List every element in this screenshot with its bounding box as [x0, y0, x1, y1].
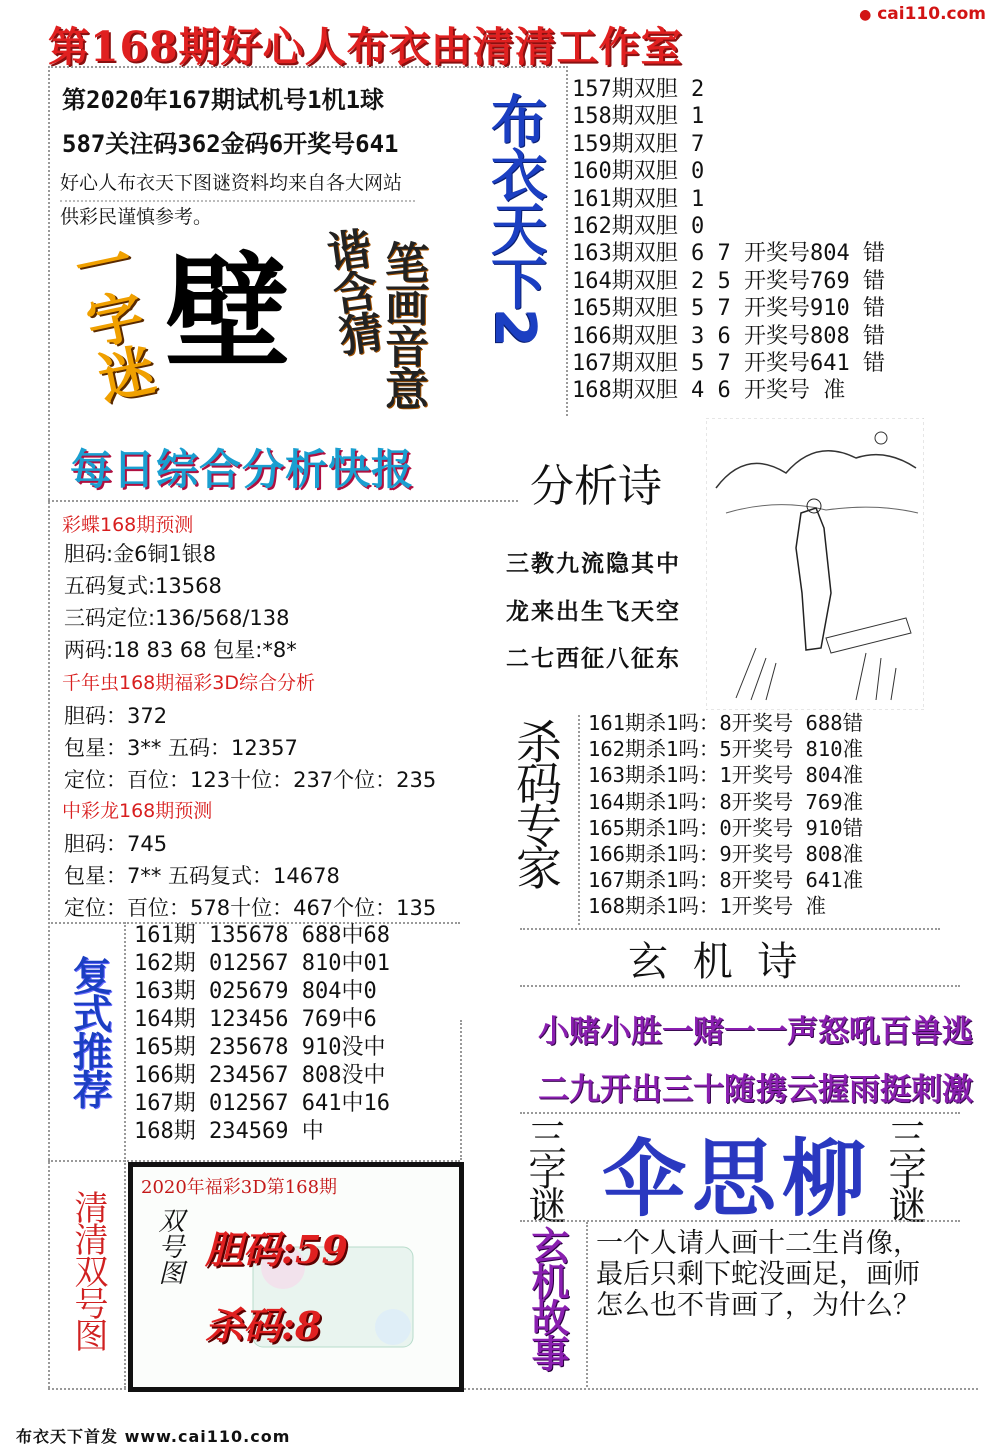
- table-row: 166期双胆 3 6 开奖号808 错: [572, 323, 886, 349]
- trial-number-line: 第2020年167期试机号1机1球: [62, 86, 385, 114]
- site-url: cai110.com: [877, 4, 986, 24]
- table-row: 163期双胆 6 7 开奖号804 错: [572, 241, 886, 267]
- qingqing-side-label: 双号图: [154, 1207, 184, 1285]
- xuanji-line-2b: 携云握雨挺刺激: [756, 1072, 973, 1108]
- riddle-main-char: 壁: [165, 240, 290, 386]
- table-row: 167期双胆 5 7 开奖号641 错: [572, 350, 886, 376]
- poet-illustration: [706, 418, 924, 710]
- table-row: 162期双胆 0: [572, 213, 705, 239]
- three-char-main: 伞思柳: [602, 1129, 873, 1228]
- table-row: 165期 235678 910没中: [134, 1035, 386, 1060]
- footer-text[interactable]: 布衣天下首发 www.cai110.com: [16, 1427, 291, 1446]
- divider: [60, 200, 415, 202]
- qingqing-box-title: 2020年福彩3D第168期: [141, 1177, 338, 1198]
- divider: [578, 715, 580, 925]
- fushi-table: [134, 922, 390, 1146]
- table-row: 160期双胆 0: [572, 159, 705, 185]
- riddle-hint-col2: 笔画音意: [377, 240, 428, 408]
- story-text: 一个人请人画十二生肖像，最后只剩下蛇没画足，画师怎么也不肯画了，为什么？: [596, 1228, 920, 1321]
- predict-s1-line: 胆码:金6铜1银8: [64, 542, 217, 566]
- xuanji-line-2a: 二九开出三十随: [538, 1072, 755, 1108]
- divider: [586, 1222, 588, 1387]
- divider: [48, 66, 568, 68]
- table-row: 158期双胆 1: [572, 104, 705, 130]
- divider: [566, 66, 568, 416]
- xuanji-line-1b: 一声怒吼百兽逃: [756, 1014, 973, 1050]
- divider: [520, 985, 960, 987]
- predict-s1-title: 彩蝶168期预测: [62, 514, 194, 536]
- kill-table: [588, 710, 863, 920]
- table-row: 162期杀1吗：5开奖号 810准: [588, 737, 864, 762]
- daily-banner: 每日综合分析快报: [70, 445, 415, 494]
- predict-s1-line: 两码:18 83 68 包星:*8*: [64, 638, 297, 662]
- xuanji-line-1a: 小赌小胜一赌一: [538, 1014, 755, 1050]
- table-row: 163期 025679 804中0: [134, 979, 377, 1004]
- double-dan-table: [572, 76, 962, 405]
- table-row: 168期双胆 4 6 开奖号 准: [572, 378, 846, 404]
- disclaimer-line-2: 供彩民谨慎参考。: [60, 206, 213, 228]
- predict-s2-title: 千年虫168期福彩3D综合分析: [62, 672, 315, 694]
- brand-vertical: 布衣天下2: [482, 92, 547, 345]
- table-row: 161期双胆 1: [572, 186, 705, 212]
- table-row: 164期杀1吗：8开奖号 769准: [588, 789, 864, 814]
- predict-s3-line: 包星：7** 五码复式：14678: [64, 864, 340, 888]
- disclaimer-line: 好心人布衣天下图谜资料均来自各大网站: [60, 172, 403, 194]
- table-row: 161期杀1吗：8开奖号 688错: [588, 711, 864, 735]
- table-row: 168期 234569 中: [134, 1119, 324, 1144]
- predict-s1-line: 三码定位:136/568/138: [64, 606, 290, 630]
- decor-circle: [375, 1309, 411, 1345]
- kill-label: 杀码专家: [509, 718, 563, 886]
- divider: [460, 1020, 462, 1160]
- xuanji-title: 玄 机 诗: [628, 939, 804, 985]
- table-row: 164期双胆 2 5 开奖号769 错: [572, 268, 886, 294]
- three-char-left-label: 三字谜: [522, 1118, 566, 1220]
- qingqing-box: [128, 1162, 464, 1392]
- riddle-hint-col1: 谐含猜: [316, 224, 385, 357]
- table-row: 165期双胆 5 7 开奖号910 错: [572, 296, 886, 322]
- predict-s2-line: 定位：百位：123十位：237个位：235: [64, 768, 437, 792]
- site-badge[interactable]: [859, 4, 986, 24]
- story-label: 玄机故事: [525, 1226, 569, 1370]
- table-row: 167期杀1吗：8开奖号 641准: [588, 868, 864, 893]
- table-row: 163期杀1吗：1开奖号 804准: [588, 763, 864, 788]
- predict-s3-line: 定位：百位：578十位：467个位：135: [64, 896, 437, 920]
- qingqing-label: 清清双号图: [68, 1190, 108, 1350]
- divider: [48, 66, 50, 1388]
- table-row: 166期杀1吗：9开奖号 808准: [588, 841, 864, 866]
- table-row: 168期杀1吗：1开奖号 准: [588, 894, 827, 919]
- predict-s1-line: 五码复式:13568: [64, 574, 222, 598]
- table-row: 157期双胆 2: [572, 77, 705, 102]
- table-row: 166期 234567 808没中: [134, 1063, 386, 1088]
- predict-s3-line: 胆码：745: [64, 832, 168, 856]
- page-title: 第168期好心人布衣由清清工作室: [48, 23, 683, 71]
- divider: [124, 1160, 126, 1388]
- qingqing-sha: 杀码:8: [205, 1303, 322, 1348]
- table-row: 164期 123456 769中6: [134, 1007, 377, 1032]
- analysis-line-2: 龙来出生飞天空: [506, 599, 681, 625]
- analysis-title: 分析诗: [530, 461, 662, 512]
- table-row: 167期 012567 641中16: [134, 1091, 390, 1116]
- fushi-label: 复式推荐: [66, 955, 112, 1107]
- table-row: 165期杀1吗：0开奖号 910错: [588, 815, 864, 840]
- divider: [124, 922, 126, 1162]
- site-dot-icon: ●: [859, 7, 872, 23]
- qingqing-dan: 胆码:59: [205, 1227, 348, 1272]
- analysis-line-3: 二七西征八征东: [506, 646, 681, 672]
- illustration-frame: [706, 418, 924, 710]
- table-row: 159期双胆 7: [572, 131, 705, 157]
- table-row: 161期 135678 688中68: [134, 923, 390, 948]
- predict-s3-title: 中彩龙168期预测: [62, 800, 213, 822]
- riddle-label: 一字迷: [61, 229, 160, 408]
- predict-s2-line: 包星：3** 五码：12357: [64, 736, 298, 760]
- focus-code-line: 587关注码362金码6开奖号641: [62, 130, 399, 158]
- three-char-right-label: 三字谜: [882, 1118, 926, 1220]
- predict-s2-line: 胆码：372: [64, 704, 168, 728]
- divider: [48, 500, 518, 502]
- analysis-line-1: 三教九流隐其中: [506, 551, 681, 577]
- table-row: 162期 012567 810中01: [134, 951, 390, 976]
